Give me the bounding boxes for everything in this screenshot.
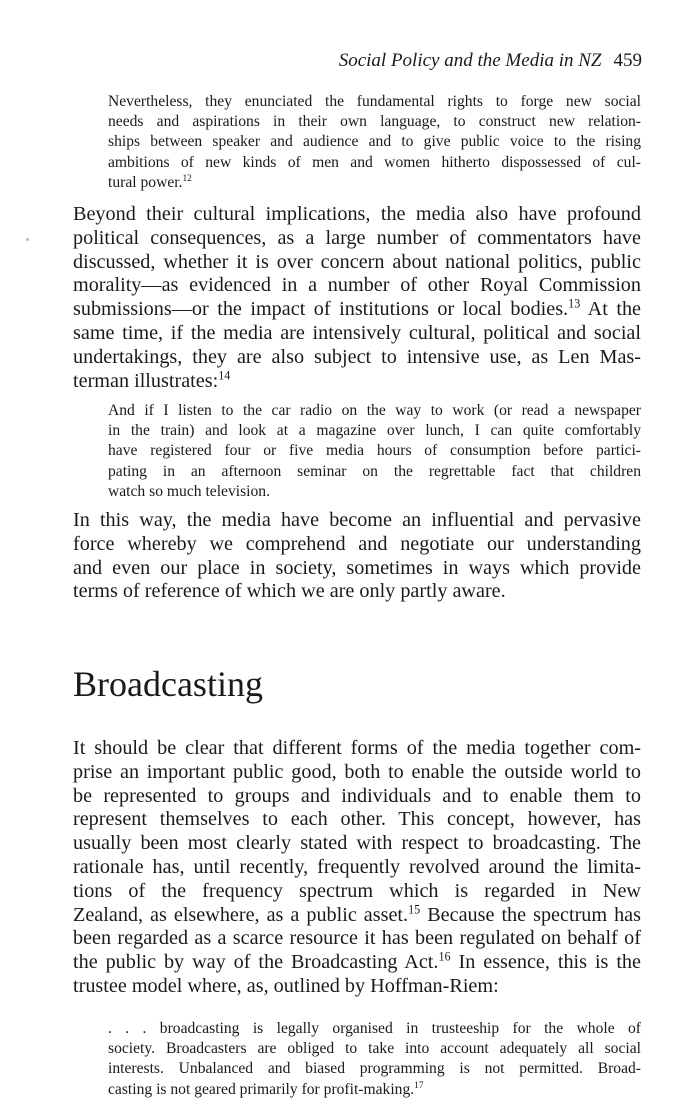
- paragraph-1: [73, 203, 641, 393]
- body-line: rationale has, until recently, frequently revolved around the limita-: [73, 855, 641, 878]
- body-line: morality—as evidenced in a number of other Royal Commission: [73, 274, 641, 297]
- body-line: [73, 951, 641, 975]
- body-line: undertakings, they are also subject to intensive use, as Len Mas-: [73, 345, 641, 368]
- body-line: prise an important public good, both to enable the outside world to: [73, 760, 641, 783]
- running-head: [339, 50, 642, 72]
- body-text: At the: [587, 298, 642, 321]
- quote-line: needs and aspirations in their own language, to construct new relation-: [108, 113, 641, 131]
- quote-line: society. Broadcasters are obliged to take into account adequately all social: [108, 1040, 641, 1058]
- quote-line: watch so much television.: [108, 482, 270, 500]
- body-line: [73, 367, 641, 394]
- quote-line: Nevertheless, they enunciated the fundamental rights to forge new social: [108, 93, 641, 110]
- body-line: usually been most clearly stated with respect to broadcasting. The: [73, 832, 641, 855]
- quote-line: . . . broadcasting is legally organised in trusteeship for the whole of: [108, 1020, 641, 1037]
- body-line: political consequences, as a large number of commentators have: [73, 226, 641, 249]
- quote-line: have registered four or five media hours of consumption before partici-: [108, 442, 641, 460]
- body-line: represent themselves to each other. This concept, however, has: [73, 808, 641, 831]
- body-line: same time, if the media are intensively cultural, political and social: [73, 321, 641, 344]
- body-line: It should be clear that different forms of the media together com-: [73, 737, 641, 759]
- block-quote-2: [108, 401, 641, 502]
- quote-line: [108, 173, 641, 193]
- footnote-ref: 16: [438, 949, 451, 964]
- body-line: [73, 298, 641, 322]
- quote-line: interests. Unbalanced and biased programming is not permitted. Broad-: [108, 1060, 641, 1078]
- quote-text: tural power.: [108, 173, 183, 191]
- quote-line: And if I listen to the car radio on the way to work (or read a newspaper: [108, 402, 641, 419]
- paragraph-2: [73, 509, 641, 604]
- body-line: and even our place in society, sometimes in ways which provide: [73, 556, 641, 579]
- section-heading: Broadcasting: [73, 664, 263, 704]
- paragraph-3: [73, 737, 641, 999]
- footnote-ref: 12: [182, 173, 192, 184]
- body-line: tions of the frequency spectrum which is regarded in New: [73, 879, 641, 902]
- body-line: be represented to groups and individuals and to enable them to: [73, 784, 641, 807]
- body-text: the public by way of the Broadcasting Act.: [73, 951, 439, 974]
- body-text: Zealand, as elsewhere, as a public asset.: [73, 903, 409, 926]
- quote-line: ships between speaker and audience and to give public voice to the rising: [108, 133, 641, 151]
- body-line: trustee model where, as, outlined by Hoffman-Riem:: [73, 974, 499, 997]
- page-number: 459: [613, 50, 642, 71]
- body-text: submissions—or the impact of institutions or local bodies.: [73, 298, 569, 321]
- body-text: In essence, this is the: [458, 951, 641, 974]
- running-head-title: Social Policy and the Media in NZ: [338, 50, 602, 71]
- quote-line: pating in an afternoon seminar on the regrettable fact that children: [108, 462, 641, 480]
- quote-line: in the train) and look at a magazine over lunch, I can quite comfortably: [108, 422, 641, 440]
- body-line: In this way, the media have become an influential and pervasive: [73, 509, 641, 531]
- body-line: terms of reference of which we are only partly aware.: [73, 580, 506, 603]
- footnote-ref: 17: [414, 1080, 424, 1091]
- body-line: Beyond their cultural implications, the media also have profound: [73, 203, 641, 225]
- margin-mark: [26, 238, 29, 241]
- block-quote-1: [108, 92, 641, 193]
- quote-line: [108, 1080, 641, 1100]
- body-text: Because the spectrum has: [427, 903, 642, 926]
- body-text: terman illustrates:: [73, 369, 219, 392]
- body-line: [73, 901, 642, 928]
- block-quote-3: [108, 1019, 641, 1100]
- body-line: force whereby we comprehend and negotiate our understanding: [73, 532, 641, 555]
- footnote-ref: 15: [408, 901, 421, 916]
- quote-text: casting is not geared primarily for profit-making.: [108, 1080, 415, 1098]
- footnote-ref: 14: [218, 367, 231, 382]
- body-line: discussed, whether it is over concern about national politics, public: [73, 250, 641, 273]
- quote-line: ambitions of new kinds of men and women hitherto dispossessed of cul-: [108, 153, 641, 171]
- footnote-ref: 13: [568, 296, 581, 311]
- body-line: been regarded as a scarce resource it has been regulated on behalf of: [73, 927, 641, 950]
